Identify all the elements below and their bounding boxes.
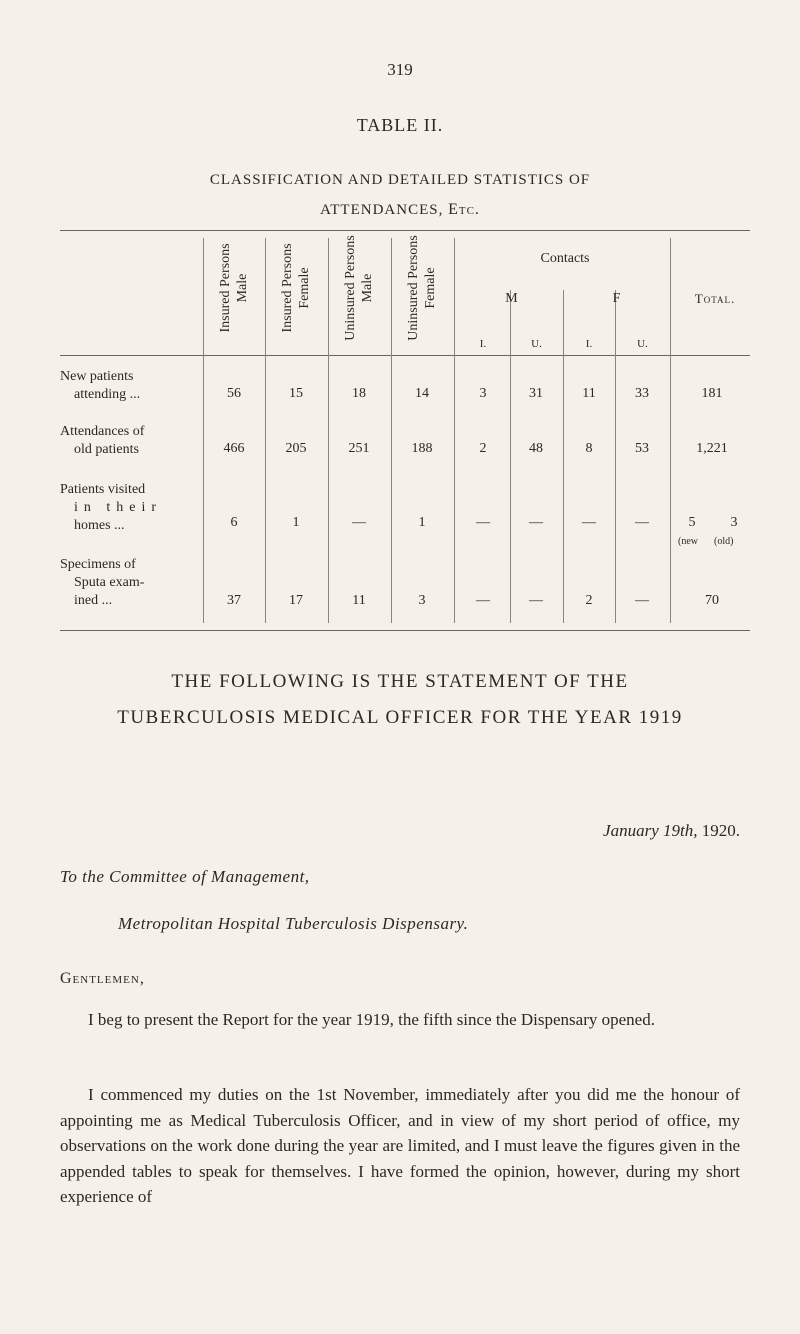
cell-f-uninsured: 53 [635, 441, 649, 456]
addressee: To the Committee of Management, [60, 867, 310, 886]
letter-date-year: 1920. [701, 821, 740, 840]
table-subtitle-line2 [110, 195, 690, 225]
cell-f-uninsured: — [635, 515, 649, 530]
table-title: TABLE II. [356, 115, 444, 135]
cell-uninsured-male: 18 [352, 386, 366, 401]
cell-total-old: 3 [730, 515, 738, 530]
cell-m-uninsured: — [529, 593, 543, 608]
table-bottom-rule [60, 630, 750, 631]
row-label-line: homes ... [74, 518, 125, 533]
cell-insured-female: 205 [285, 441, 307, 456]
row-label-line: Attendances of [60, 424, 145, 439]
cell-insured-male: 466 [223, 441, 245, 456]
header-contacts: Contacts [540, 251, 590, 266]
cell-uninsured-male: — [352, 515, 366, 530]
header-m-insured: I. [479, 338, 487, 350]
cell-f-insured: — [582, 515, 596, 530]
row-label-line: Specimens of [60, 557, 136, 572]
cell-m-uninsured: 48 [529, 441, 543, 456]
cell-f-insured: 8 [585, 441, 593, 456]
paragraph [60, 1082, 740, 1210]
statement-heading [60, 664, 740, 736]
table-subtitle-main: ATTENDANCES, [320, 202, 444, 218]
cell-insured-female: 15 [289, 386, 303, 401]
header-uninsured-male: Uninsured Persons Male [343, 235, 375, 341]
cell-total: 1,221 [696, 441, 728, 456]
letter-date [500, 821, 740, 841]
total-old-note: (old) [714, 536, 734, 547]
cell-uninsured-female: 188 [411, 441, 433, 456]
row-label [60, 368, 200, 404]
cell-uninsured-female: 1 [418, 515, 426, 530]
row-label [60, 423, 200, 459]
cell-total: 70 [705, 593, 719, 608]
header-contacts-m: M [505, 291, 518, 306]
cell-m-insured: — [476, 515, 490, 530]
statement-heading-line2: TUBERCULOSIS MEDICAL OFFICER FOR THE YEAR 1919 [117, 707, 683, 728]
letter-date-day: 19th, [663, 821, 698, 840]
cell-uninsured-male: 11 [352, 593, 366, 608]
row-label [60, 481, 200, 535]
cell-insured-female: 17 [289, 593, 303, 608]
cell-f-insured: 2 [585, 593, 593, 608]
statement-heading-line1: THE FOLLOWING IS THE STATEMENT OF THE [171, 671, 629, 692]
addressee-organization: Metropolitan Hospital Tuberculosis Dispensary. [118, 914, 469, 933]
cell-m-insured: 3 [479, 386, 487, 401]
row-label-line: old patients [74, 442, 139, 457]
header-insured-female: Insured Persons Female [280, 243, 312, 333]
header-insured-male: Insured Persons Male [218, 243, 250, 333]
paragraph [60, 1007, 740, 1033]
cell-uninsured-female: 14 [415, 386, 429, 401]
table-subtitle-etc: Etc. [448, 201, 480, 218]
table-subtitle-line1: CLASSIFICATION AND DETAILED STATISTICS OF [209, 172, 591, 188]
cell-m-uninsured: 31 [529, 386, 543, 401]
header-uninsured-female: Uninsured Persons Female [406, 235, 438, 341]
cell-total-new: 5 [688, 515, 696, 530]
cell-uninsured-female: 3 [418, 593, 426, 608]
cell-f-uninsured: 33 [635, 386, 649, 401]
table-top-rule [60, 230, 750, 231]
header-contacts-f: F [612, 291, 621, 306]
page-number: 319 [387, 60, 413, 79]
table-subtitle [110, 165, 690, 225]
header-f-uninsured: U. [637, 338, 648, 350]
cell-f-uninsured: — [635, 593, 649, 608]
cell-m-insured: — [476, 593, 490, 608]
header-total: Total. [694, 291, 736, 306]
paragraph-text: I beg to present the Report for the year 1919, the fifth since the Dispensary opened. [88, 1010, 655, 1029]
header-m-uninsured: U. [531, 338, 542, 350]
header-f-insured: I. [585, 338, 593, 350]
row-label-line: Sputa exam- [74, 575, 145, 590]
cell-m-insured: 2 [479, 441, 487, 456]
cell-insured-female: 1 [292, 515, 300, 530]
cell-insured-male: 6 [230, 515, 238, 530]
row-label-line: New patients [60, 369, 134, 384]
letter-date-month: January [603, 821, 659, 840]
row-label-line: attending ... [74, 387, 141, 402]
cell-insured-male: 37 [227, 593, 241, 608]
row-label-line: Patients visited [60, 482, 146, 497]
salutation: Gentlemen, [60, 970, 145, 987]
total-new-note: (new [678, 536, 698, 547]
cell-m-uninsured: — [529, 515, 543, 530]
cell-insured-male: 56 [227, 386, 241, 401]
row-label-line: in their [74, 500, 163, 515]
row-label-line: ined ... [74, 593, 113, 608]
cell-total: 181 [701, 386, 723, 401]
cell-f-insured: 11 [582, 386, 596, 401]
row-label [60, 556, 200, 610]
paragraph-text: I commenced my duties on the 1st November, immediately after you did me the honour of appointing me as Medical Tuberculosis Officer, and in view of my short period of office, my observations on the work done during the year are limited, and I must leave the figures given in the appended tables to speak for themselves. I have formed the opinion, however, during my short experience of [60, 1085, 740, 1206]
column-divider [454, 238, 455, 623]
cell-uninsured-male: 251 [348, 441, 370, 456]
table-header-rule [60, 355, 750, 356]
